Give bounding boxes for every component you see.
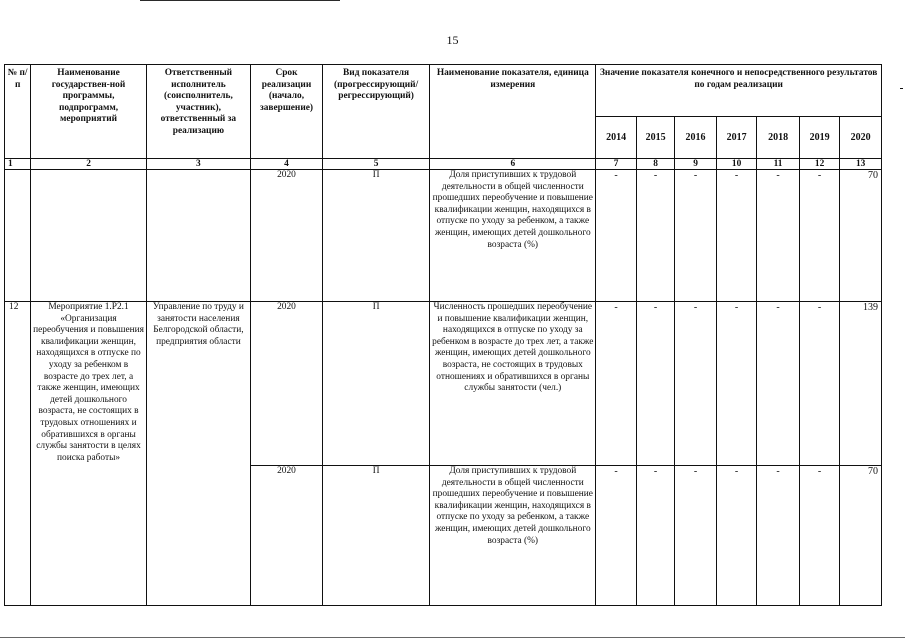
indicator-name-cell: Доля приступивших к трудовой деятельности в общей численности прошедших переобучение и повышение квалификации женщин, находящихся в отпуске по уходу за ребенком, а также женщин, имеющих детей дошкольного возраста (%) [430, 170, 596, 302]
header-col-term: Срок реализации (начало, завершение) [251, 65, 323, 159]
header-year: 2018 [757, 117, 800, 159]
header-year: 2020 [840, 117, 882, 159]
indicator-name-cell: Доля приступивших к трудовой деятельности в общей численности прошедших переобучение и повышение квалификации женщин, находящихся в отпуске по уходу за ребенком, а также женщин, имеющих детей дошкольного возраста (%) [430, 466, 596, 606]
value-cell: - [596, 302, 637, 466]
header-col-values-group: Значение показателя конечного и непосредственного результатов по годам реализации [596, 65, 882, 117]
header-col-indicator-name: Наименование показателя, единица измерения [430, 65, 596, 159]
value-cell: - [799, 170, 840, 302]
column-number: 10 [716, 159, 757, 170]
header-year: 2014 [596, 117, 637, 159]
column-numbers-row [5, 159, 882, 170]
scan-edge-top [140, 0, 340, 1]
value-cell: - [716, 302, 757, 466]
value-cell: - [757, 170, 800, 302]
column-number: 13 [840, 159, 882, 170]
value-cell: - [716, 170, 757, 302]
column-number: 5 [322, 159, 429, 170]
column-number: 6 [430, 159, 596, 170]
header-year: 2019 [799, 117, 840, 159]
value-cell: - [596, 170, 637, 302]
column-number: 1 [5, 159, 31, 170]
value-cell: - [636, 466, 674, 606]
table-row [5, 302, 882, 466]
table-row [5, 170, 882, 302]
value-cell: - [675, 466, 717, 606]
column-number: 7 [596, 159, 637, 170]
row-number-cell [5, 170, 31, 302]
scan-edge-bottom [0, 637, 905, 638]
responsible-cell [146, 170, 250, 302]
row-number-cell: 12 [5, 302, 31, 606]
value-cell: - [675, 302, 717, 466]
header-col-program: Наименование государствен-ной программы, подпрограмм, мероприятий [31, 65, 146, 159]
value-cell: - [675, 170, 717, 302]
margin-mark [900, 88, 903, 89]
column-number: 2 [31, 159, 146, 170]
value-cell: 70 [840, 466, 882, 606]
term-cell: 2020 [251, 302, 323, 466]
term-cell: 2020 [251, 466, 323, 606]
value-cell: 139 [840, 302, 882, 466]
column-number: 12 [799, 159, 840, 170]
value-cell: - [716, 466, 757, 606]
column-number: 3 [146, 159, 250, 170]
term-cell: 2020 [251, 170, 323, 302]
indicator-name-cell: Численность прошедших переобучение и повышение квалификации женщин, находящихся в отпуске по уходу за ребенком в возрасте до трех лет, а также женщин, имеющих детей дошкольного возраста, не состоящих в трудовых отношениях и обратившихся в органы службы занятости (чел.) [430, 302, 596, 466]
value-cell: - [799, 302, 840, 466]
column-number: 4 [251, 159, 323, 170]
header-col-indicator-type: Вид показателя (прогрессирующий/ регрессирующий) [322, 65, 429, 159]
value-cell: - [636, 302, 674, 466]
header-year: 2015 [636, 117, 674, 159]
indicator-type-cell: П [322, 302, 429, 466]
indicator-type-cell: П [322, 170, 429, 302]
responsible-cell: Управление по труду и занятости населения Белгородской области, предприятия области [146, 302, 250, 606]
value-cell: - [757, 302, 800, 466]
header-col-number: № п/п [5, 65, 31, 159]
value-cell: - [596, 466, 637, 606]
header-col-responsible: Ответственный исполнитель (соисполнитель, участник), ответственный за реализацию [146, 65, 250, 159]
indicator-type-cell: П [322, 466, 429, 606]
value-cell: - [799, 466, 840, 606]
value-cell: - [636, 170, 674, 302]
page-number: 15 [446, 33, 459, 47]
column-number: 11 [757, 159, 800, 170]
value-cell: 70 [840, 170, 882, 302]
value-cell: - [757, 466, 800, 606]
event-cell: Мероприятие 1.Р2.1 «Организация переобучения и повышения квалификации женщин, находящихся в отпуске по уходу за ребенком в возрасте до трех лет, а также женщин, имеющих детей дошкольного возраста, не состоящих в трудовых отношениях и обратившихся в органы службы занятости в целях поиска работы» [31, 302, 146, 606]
column-number: 9 [675, 159, 717, 170]
header-year: 2017 [716, 117, 757, 159]
header-year: 2016 [675, 117, 717, 159]
event-cell [31, 170, 146, 302]
header-row [5, 65, 882, 117]
indicators-table [4, 64, 882, 606]
column-number: 8 [636, 159, 674, 170]
